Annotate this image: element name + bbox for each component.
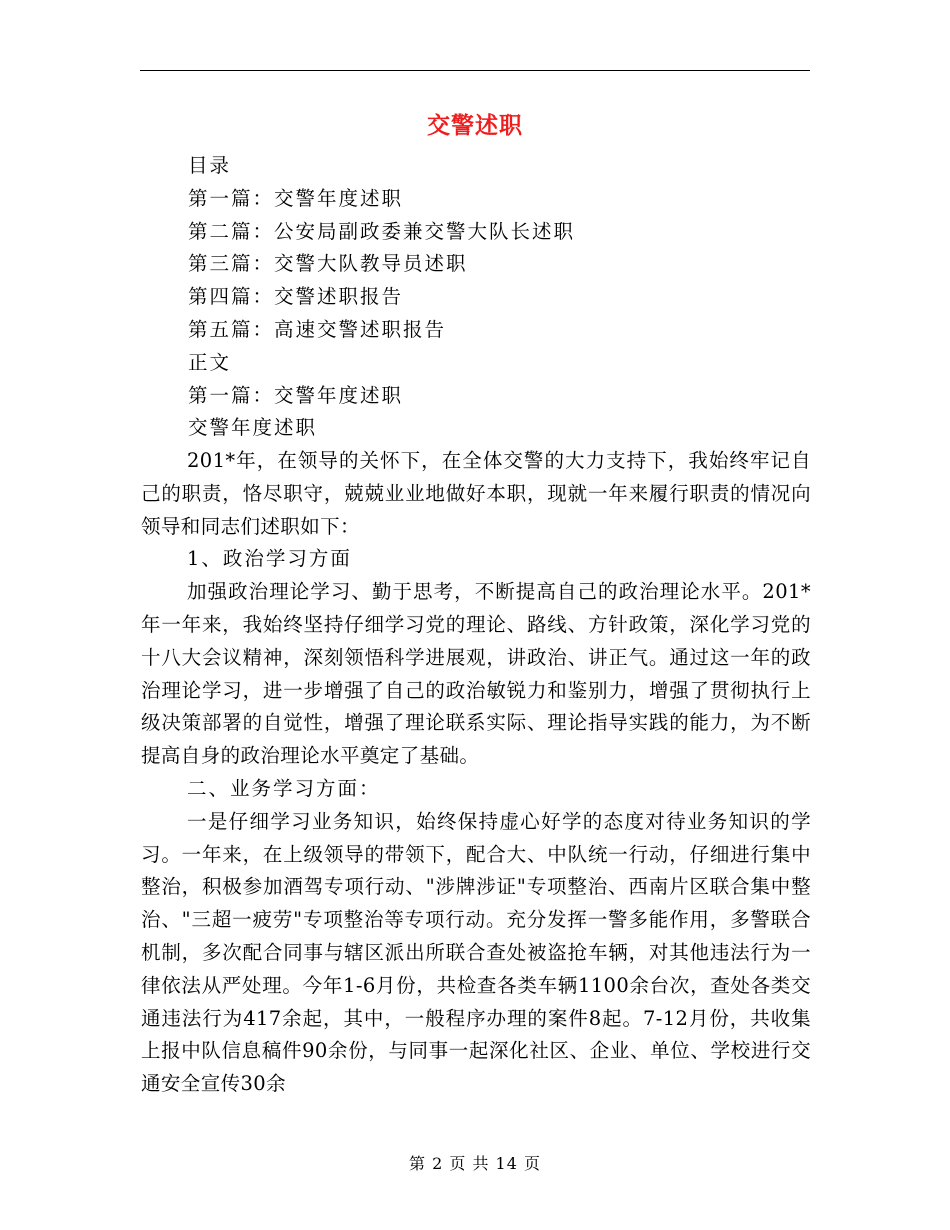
section-heading-business-study: 二、业务学习方面： bbox=[187, 776, 381, 800]
toc-item-5: 第五篇：高速交警述职报告 bbox=[188, 317, 447, 341]
paragraph-business-study: 一是仔细学习业务知识，始终保持虚心好学的态度对待业务知识的学习。一年来，在上级领导的带领下，配合大、中队统一行动，仔细进行集中整治，积极参加酒驾专项行动、"涉牌涉证"专项整治、西南片区联合集中整治、"三超一疲劳"专项整治等专项行动。充分发挥一警多能作用，多警联合机制，多次配合同事与辖区派出所联合查处被盗抢车辆，对其他违法行为一律依法从严处理。今年1-6月份，共检查各类车辆1100余台次，查处各类交通违法行为417余起，其中，一般程序办理的案件8起。7-12月份，共收集上报中队信息稿件90余份，与同事一起深化社区、企业、单位、学校进行交通安全宣传30余 bbox=[141, 809, 811, 1096]
document-body bbox=[141, 445, 811, 1101]
paragraph-political-study: 加强政治理论学习、勤于思考，不断提高自己的政治理论水平。201*年一年来，我始终坚持仔细学习党的理论、路线、方针政策，深化学习党的十八大会议精神，深刻领悟科学进展观，讲政治、讲正气。通过这一年的政治理论学习，进一步增强了自己的政治敏锐力和鉴别力，增强了贯彻执行上级决策部署的自觉性，增强了理论联系实际、理论指导实践的能力，为不断提高自身的政治理论水平奠定了基础。 bbox=[141, 580, 811, 768]
toc-item-4: 第四篇：交警述职报告 bbox=[188, 285, 404, 309]
table-of-contents bbox=[188, 150, 810, 445]
chapter-heading: 第一篇：交警年度述职 bbox=[188, 383, 404, 407]
toc-item-1: 第一篇：交警年度述职 bbox=[188, 186, 404, 210]
header-rule bbox=[140, 70, 810, 71]
body-heading: 正文 bbox=[188, 350, 232, 374]
toc-item-2: 第二篇：公安局副政委兼交警大队长述职 bbox=[188, 219, 576, 243]
chapter-subtitle: 交警年度述职 bbox=[188, 416, 318, 440]
section-heading-political-study: 1、政治学习方面 bbox=[187, 547, 352, 571]
toc-item-3: 第三篇：交警大队教导员述职 bbox=[188, 252, 468, 276]
toc-heading: 目录 bbox=[188, 154, 232, 177]
paragraph-intro: 201*年，在领导的关怀下，在全体交警的大力支持下，我始终牢记自己的职责，恪尽职守，兢兢业业地做好本职，现就一年来履行职责的情况向领导和同志们述职如下： bbox=[141, 449, 811, 538]
page-number: 第 2 页 共 14 页 bbox=[409, 1154, 541, 1173]
document-title: 交警述职 bbox=[427, 112, 523, 139]
